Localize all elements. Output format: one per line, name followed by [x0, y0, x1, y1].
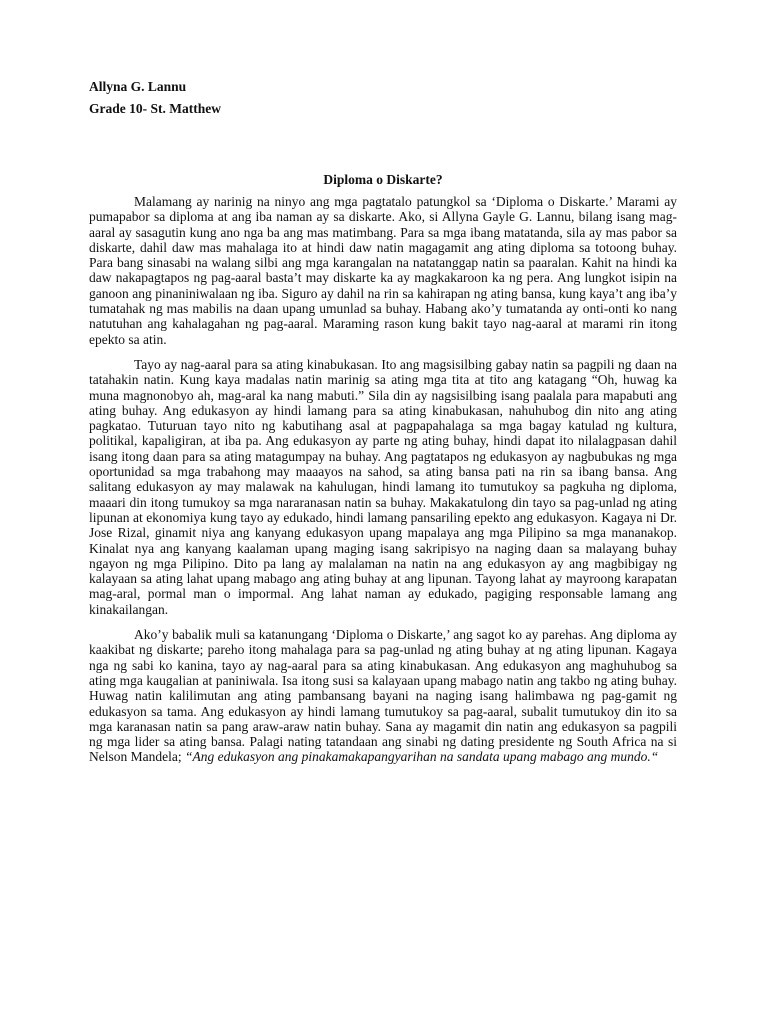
document-page	[89, 76, 677, 765]
paragraph-1: Malamang ay narinig na ninyo ang mga pagtatalo patungkol sa ‘Diploma o Diskarte.’ Marami ay pumapabor sa diploma at ang iba naman ay sa diskarte. Ako, si Allyna Gayle G. Lannu, bilang isang mag-aaral ay sasagutin kung ano nga ba ang mas matimbang. Para sa mga ibang matatanda, sila ay mas pabor sa diskarte, dahil daw mas mahalaga ito at hindi daw natin magagamit ang ating diploma sa totoong buhay. Para bang sinasabi na walang silbi ang mga karangalan na natatanggap natin sa paaralan. Kahit na hindi ka daw nakapagtapos ng pag-aaral basta’t may diskarte ka ay magkakaroon ka ng pera. Ang lungkot isipin na ganoon ang pinaniniwalaan ng iba. Siguro ay dahil na rin sa kahirapan ng ating bansa, kung kaya’t ang iba’y tumatahak ng mas mabilis na daan upang umunlad sa buhay. Habang ako’y tumatanda ay onti-onti ko nang natutuhan ang kahalagahan ng pag-aaral. Maraming rason kung bakit tayo nag-aaral at marami rin itong epekto sa atin.	[89, 194, 677, 347]
grade-section: Grade 10- St. Matthew	[89, 101, 221, 116]
paragraph-2: Tayo ay nag-aaral para sa ating kinabukasan. Ito ang magsisilbing gabay natin sa pagpili ng daan na tatahakin natin. Kung kaya madalas natin marinig sa ating mga tita at tito ang katagang “Oh, huwag ka muna magnonobyo ah, mag-aral ka nang mabuti.” Sila din ay nagsisilbing isang paalala para mapabuti ang ating buhay. Ang edukasyon ay hindi lamang para sa ating kinabukasan, nahuhubog din nito ang ating pagkatao. Tuturuan tayo nito ng kabutihang asal at pagpapahalaga sa mga bagay katulad ng kultura, politikal, kapaligiran, at iba pa. Ang edukasyon ay parte ng ating buhay, hindi dapat ito nilalagpasan dahil isang itong daan para sa ating matagumpay na buhay. Ang pagtatapos ng edukasyon ay nagbubukas ng mga oportunidad sa mga trabahong may maaayos na sahod, sa ating bansa pati na rin sa ibang bansa. Ang salitang edukasyon ay may malawak na kahulugan, hindi lamang ito tumutukoy sa pagkuha ng diploma, maaari din itong tumukoy sa mga nararanasan natin sa buhay. Makakatulong din tayo sa pag-unlad ng ating lipunan at ekonomiya kung tayo ay edukado, hindi lamang pansariling epekto ang edukasyon. Kagaya ni Dr. Jose Rizal, ginamit niya ang kanyang edukasyon upang mapalaya ang mga Pilipino sa mga mananakop. Kinalat nya ang kanyang kaalaman upang maging isang sakripisyo na naging daan sa malayang buhay ngayon ng mga Pilipino. Dito pa lang ay malalaman na natin na ang edukasyon ay ang magbibigay ng kalayaan sa ating lahat upang mabago ang ating buhay at ang lipunan. Tayong lahat ay mayroong karapatan mag-aral, pormal man o impormal. Ang lahat naman ay edukado, pagiging responsable lamang ang kinakailangan.	[89, 356, 677, 617]
paragraph-3	[89, 627, 677, 765]
paragraph-3-text: Ako’y babalik muli sa katanungang ‘Diploma o Diskarte,’ ang sagot ko ay parehas. Ang diploma ay kaakibat ng diskarte; pareho itong mahalaga para sa pag-unlad ng ating buhay at ng ating lipunan. Kagaya nga ng sabi ko kanina, tayo ay nag-aaral para sa ating kinabukasan. Ang edukasyon ang maghuhubog sa ating mga kaugalian at paniniwala. Isa itong susi sa kalayaan upang mabago natin ang takbo ng ating buhay. Huwag natin kalilimutan ang ating pambansang bayani na naging isang halimbawa ng pag-gamit ng edukasyon sa tama. Ang edukasyon ay hindi lamang tumutukoy sa pag-aaral, subalit tumutukoy din ito sa mga karanasan natin sa pang araw-araw natin buhay. Sana ay magamit din natin ang edukasyon sa pagpili ng mga lider sa ating bansa. Palagi nating tatandaan ang sinabi ng dating presidente ng South Africa na si Nelson Mandela;	[89, 627, 677, 765]
essay-body	[89, 194, 677, 775]
closing-quote: “Ang edukasyon ang pinakamakapangyarihan na sandata upang mabago ang mundo.“	[184, 749, 659, 765]
author-name: Allyna G. Lannu	[89, 79, 187, 94]
essay-title: Diploma o Diskarte?	[323, 172, 443, 187]
